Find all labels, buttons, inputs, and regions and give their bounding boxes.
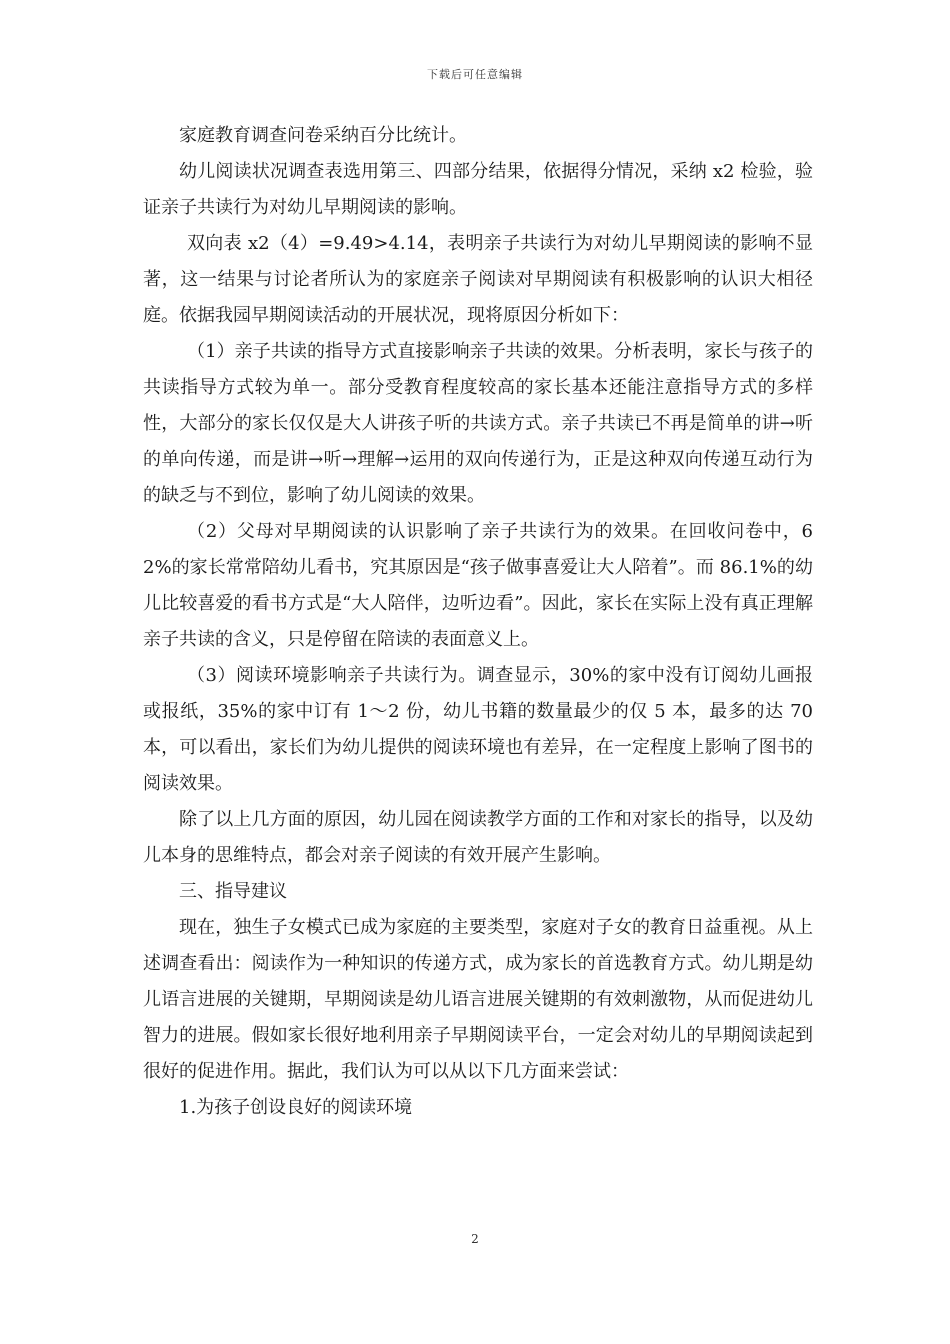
page-number: 2 [471,1232,479,1246]
paragraph-reason-1: （1）亲子共读的指导方式直接影响亲子共读的效果。分析表明，家长与孩子的共读指导方式较为单一。部分受教育程度较高的家长基本还能注意指导方式的多样性，大部分的家长仅仅是大人讲孩子听的共读方式。亲子共读已不再是简单的讲→听的单向传递，而是讲→听→理解→运用的双向传递行为，正是这种双向传递互动行为的缺乏与不到位，影响了幼儿阅读的效果。 [143,341,813,506]
page-header-note: 下载后可任意编辑 [427,68,523,81]
paragraph-chi-square-test: 幼儿阅读状况调查表选用第三、四部分结果，依据得分情况，采纳 x2 检验，验证亲子共读行为对幼儿早期阅读的影响。 [143,161,813,218]
paragraph-reason-3: （3）阅读环境影响亲子共读行为。调查显示，30%的家中没有订阅幼儿画报或报纸，35%的家中订有 1～2 份，幼儿书籍的数量最少的仅 5 本，最多的达 70 本，可以看出，家长们为幼儿提供的阅读环境也有差异，在一定程度上影响了图书的阅读效果。 [143,665,813,794]
paragraph-result-analysis: 双向表 x2（4）=9.49>4.14，表明亲子共读行为对幼儿早期阅读的影响不显著，这一结果与讨论者所认为的家庭亲子阅读对早期阅读有积极影响的认识大相径庭。依据我园早期阅读活动的开展状况，现将原因分析如下： [143,233,813,326]
paragraph-other-reasons: 除了以上几方面的原因，幼儿园在阅读教学方面的工作和对家长的指导，以及幼儿本身的思维特点，都会对亲子阅读的有效开展产生影响。 [143,809,813,866]
paragraph-stats-method: 家庭教育调查问卷采纳百分比统计。 [179,125,467,146]
paragraph-reason-2: （2）父母对早期阅读的认识影响了亲子共读行为的效果。在回收问卷中，62%的家长常常陪幼儿看书，究其原因是“孩子做事喜爱让大人陪着”。而 86.1%的幼儿比较喜爱的看书方式是“大人陪伴，边听边看”。因此，家长在实际上没有真正理解亲子共读的含义，只是停留在陪读的表面意义上。 [143,521,813,650]
paragraph-suggestions-intro: 现在，独生子女模式已成为家庭的主要类型，家庭对子女的教育日益重视。从上述调查看出：阅读作为一种知识的传递方式，成为家长的首选教育方式。幼儿期是幼儿语言进展的关键期，早期阅读是幼儿语言进展关键期的有效刺激物，从而促进幼儿智力的进展。假如家长很好地利用亲子早期阅读平台，一定会对幼儿的早期阅读起到很好的促进作用。据此，我们认为可以从以下几方面来尝试： [143,917,813,1082]
section-heading-suggestions: 三、指导建议 [179,881,287,902]
subheading-reading-environment: 1.为孩子创设良好的阅读环境 [179,1097,413,1118]
document-body [143,118,813,1126]
